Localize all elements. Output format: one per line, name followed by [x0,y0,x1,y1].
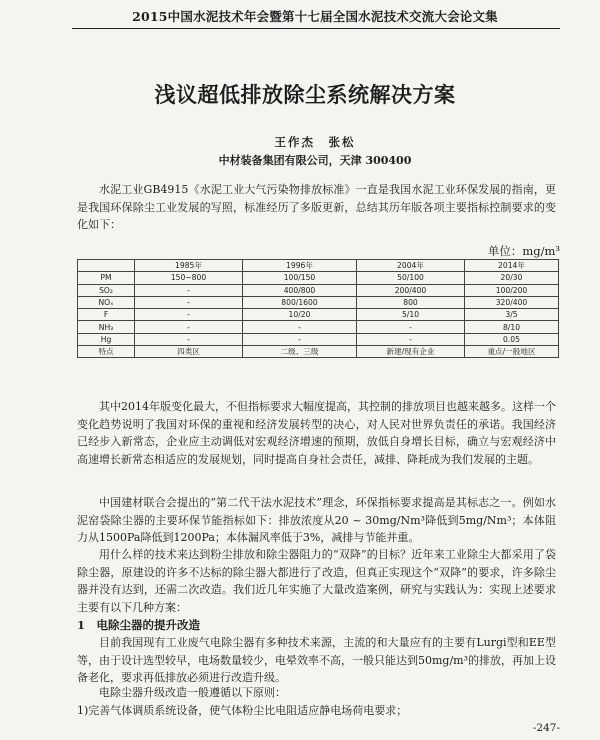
table-cell: 100/200 [465,284,559,296]
affiliation: 中材装备集团有限公司，天津 300400 [218,154,412,167]
table-header-row [78,260,559,272]
table-cell: PM [78,272,135,284]
table-row [78,333,559,345]
table-cell: 3/5 [465,309,559,321]
table-cell: 200/400 [357,284,465,296]
table-cell: 四类区 [135,346,243,358]
table-header-cell: 1985年 [135,260,243,272]
table-row [78,346,559,358]
authors: 王作杰 张松 [274,135,356,149]
table-cell: 20/30 [465,272,559,284]
table-row [78,321,559,333]
table-cell: NOₓ [78,296,135,308]
unit-label: 单位：mg/m³ [487,244,560,258]
table-cell: - [357,333,465,345]
table-row [78,296,559,308]
table-cell: - [135,284,243,296]
table-cell: NH₃ [78,321,135,333]
table-cell: - [135,309,243,321]
emission-standards-table [77,259,559,358]
paragraph-intro: 水泥工业GB4915《水泥工业大气污染物排放标准》一直是我国水泥工业环保发展的指南，更是我国环保除尘工业发展的写照，标准经历了多版更新，总结其历年版各项主要指标控制要求的变化如下： [77,183,556,232]
table-header-cell: 1996年 [243,260,357,272]
running-header: 2015中国水泥技术年会暨第十七届全国水泥技术交流大会论文集 [132,9,498,24]
table-cell: - [135,333,243,345]
paragraph-electrostatic-precipitator: 目前我国现有工业废气电除尘器有多种技术来源，主流的和大量应有的主要有Lurgi型和EE型等，由于设计选型较早，电场数量较少，电晕效率不高，一般只能达到50mg/m³的排放，再加上设备老化，要求再低排放必须进行改造升级。 [77,636,557,685]
table-cell: 320/400 [465,296,559,308]
table-cell: 重点/一般地区 [465,346,559,358]
table-cell: 800 [357,296,465,308]
table-cell: 400/800 [243,284,357,296]
table-cell: - [357,321,465,333]
table-row [78,284,559,296]
table-cell: 新建/现有企业 [357,346,465,358]
table-cell: 二级、三级 [243,346,357,358]
table-cell: 50/100 [357,272,465,284]
paragraph-dual-reduction: 用什么样的技术来达到粉尘排放和除尘器阻力的“双降”的目标？近年来工业除尘大都采用了袋除尘器，原建设的许多不达标的除尘器大都进行了改造，但真正实现这个“双降”的要求，许多除尘器并没有达到，还需二次改造。我们近几年实施了大量改造案例，研究与实践认为：实现上述要求主要有以下几种方案： [77,548,556,614]
table-row [78,272,559,284]
paragraph-upgrade-principles: 电除尘器升级改造一般遵循以下原则： [99,686,286,699]
table-cell: 10/20 [243,309,357,321]
table-header-cell: 2014年 [465,260,559,272]
paragraph-2014-changes: 其中2014年版变化最大，不但指标要求大幅度提高，其控制的排放项目也越来越多。这样一个变化趋势说明了我国对环保的重视和经济发展转型的决心，对人民对世界负责任的承诺。我国经济已经步入新常态，企业应主动调低对宏观经济增速的预期，放低自身增长目标，确立与宏观经济中高速增长新常态相适应的发展规划，同时提高自身社会责任，减排、降耗成为我们发展的主题。 [77,400,556,466]
paragraph-second-gen-tech: 中国建材联合会提出的“第二代干法水泥技术”理念，环保指标要求提高是其标志之一。例如水泥窑袋除尘器的主要环保节能指标如下：排放浓度从20 ~ 30mg/Nm³降低到5mg/Nm³；本体阻力从1500Pa降低到1200Pa；本体漏风率低于3%，减排与节能并重。 [77,496,556,545]
table-cell: SO₂ [78,284,135,296]
table-cell: - [243,333,357,345]
table-cell: 100/150 [243,272,357,284]
section-heading: 1 电除尘器的提升改造 [77,618,201,632]
header-rule [72,28,560,29]
paper-title: 浅议超低排放除尘系统解决方案 [154,83,456,107]
table-cell: Hg [78,333,135,345]
table-cell: F [78,309,135,321]
table-cell: 0.05 [465,333,559,345]
page-number: -247- [532,722,560,734]
list-item-1: 1)完善气体调质系统设备，使气体粉尘比电阻适应静电场荷电要求； [77,704,408,717]
table-row [78,309,559,321]
table-cell: 特点 [78,346,135,358]
table-cell: - [135,321,243,333]
table-header-cell: 2004年 [357,260,465,272]
table-cell: 5/10 [357,309,465,321]
table-cell: - [243,321,357,333]
table-header-cell [78,260,135,272]
table-cell: - [135,296,243,308]
table-cell: 800/1600 [243,296,357,308]
table-cell: 8/10 [465,321,559,333]
table-cell: 150~800 [135,272,243,284]
